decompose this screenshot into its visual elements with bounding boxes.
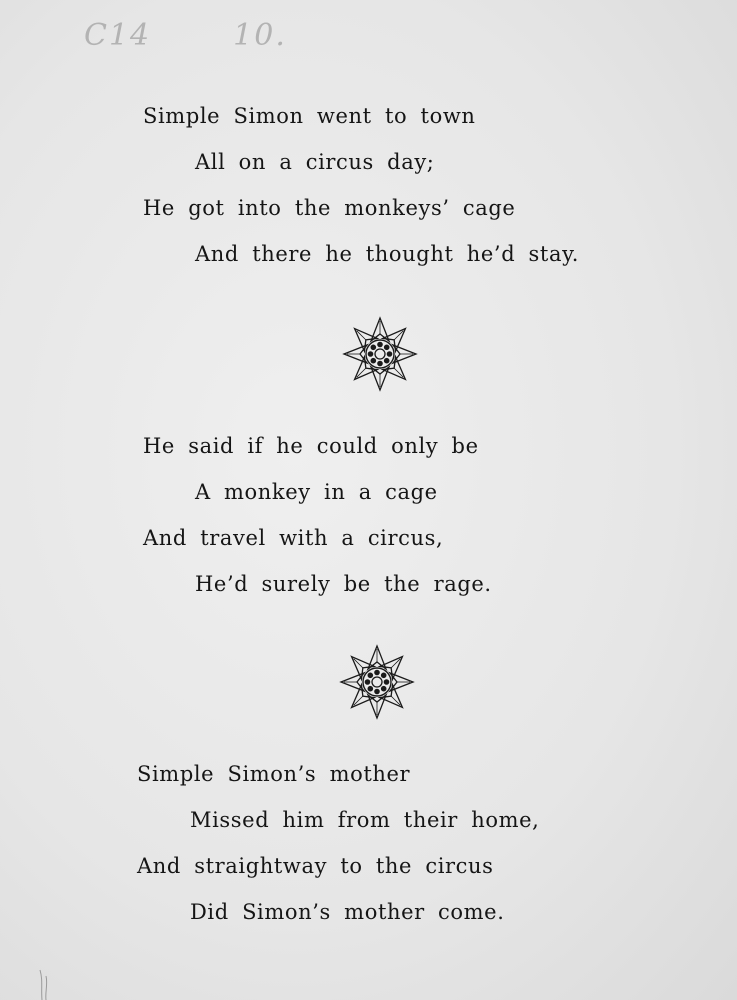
stanza-1-line-2: All on a circus day;: [195, 150, 435, 174]
ornament-flower-icon: [342, 316, 418, 392]
scan-artifact-mark: [24, 940, 54, 1000]
stanza-1-line-1: Simple Simon went to town: [143, 104, 476, 128]
stanza-3-line-2: Missed him from their home,: [190, 808, 540, 832]
stanza-3-line-3: And straightway to the circus: [137, 854, 494, 878]
page-mark-left: C14: [84, 18, 152, 53]
stanza-1-line-3: He got into the monkeys’ cage: [143, 196, 516, 220]
handwritten-page-mark: [84, 18, 369, 53]
stanza-3-line-1: Simple Simon’s mother: [137, 762, 411, 786]
stanza-2-line-3: And travel with a circus,: [143, 526, 444, 550]
stanza-2-line-2: A monkey in a cage: [195, 480, 438, 504]
ornament-flower-icon: [339, 644, 415, 720]
stanza-2-line-1: He said if he could only be: [143, 434, 479, 458]
page-mark-right: 10.: [233, 18, 287, 53]
stanza-2-line-4: He’d surely be the rage.: [195, 572, 492, 596]
stanza-1-line-4: And there he thought he’d stay.: [195, 242, 580, 266]
stanza-3-line-4: Did Simon’s mother come.: [190, 900, 505, 924]
